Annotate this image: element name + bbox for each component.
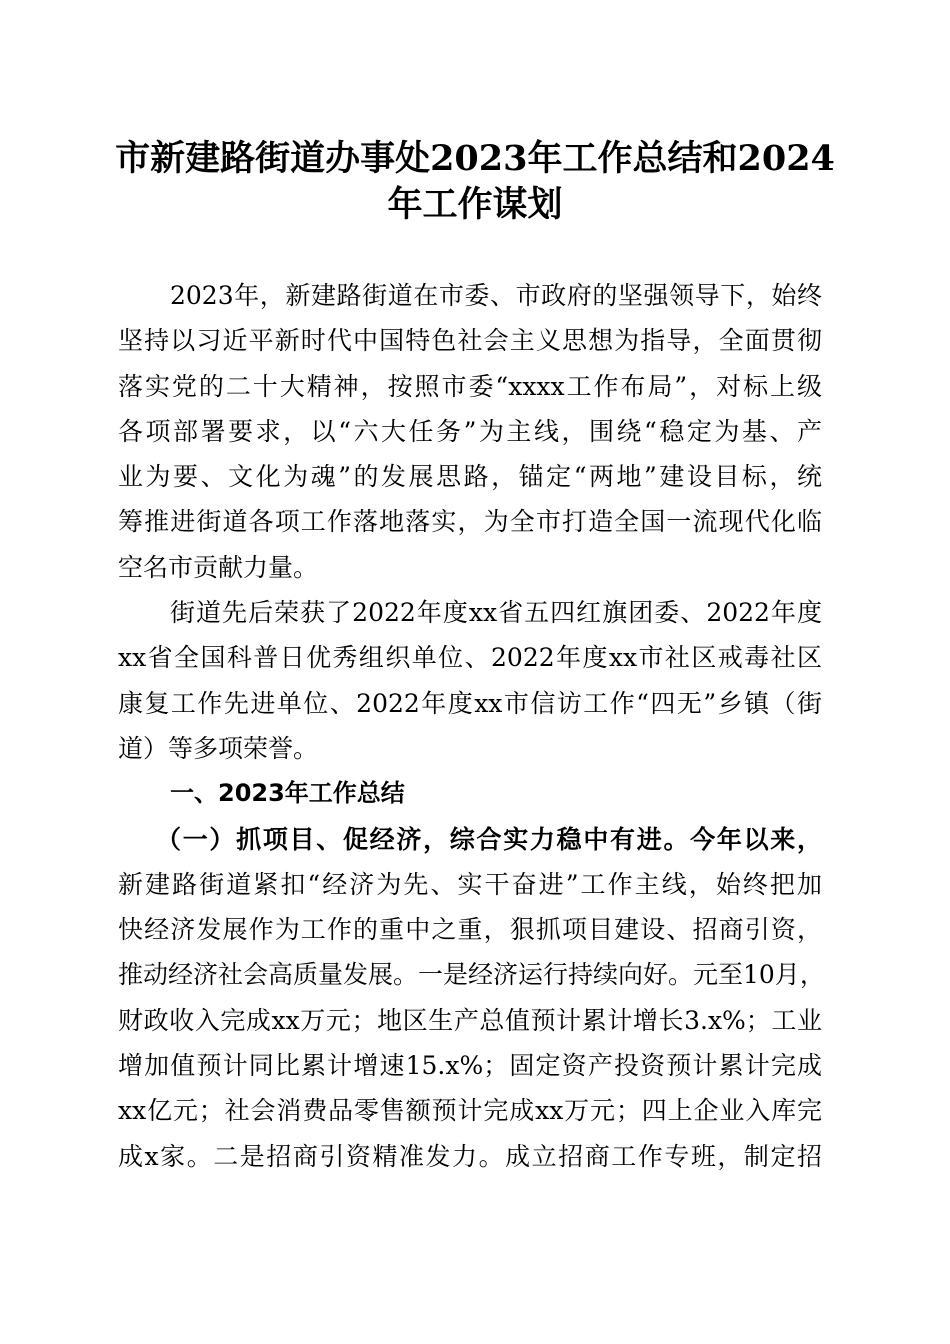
text-line: 落实党的二十大精神，按照市委“xxxx工作布局”，对标上级 (118, 371, 822, 401)
text-line: 2023年，新建路街道在市委、市政府的坚强领导下，始终 (170, 281, 822, 310)
text-line: 推动经济社会高质量发展。一是经济运行持续向好。元至10月， (118, 960, 825, 990)
section-heading: 一、2023年工作总结 (170, 779, 405, 808)
title-line-1: 市新建路街道办事处2023年工作总结和2024 (115, 138, 835, 179)
text-line: 成x家。二是招商引资精准发力。成立招商工作专班，制定招 (118, 1141, 822, 1171)
text-line: 业为要、文化为魂”的发展思路，锚定“两地”建设目标，统 (118, 462, 822, 492)
title-line-2: 年工作谋划 (387, 184, 563, 225)
text-line: 街道先后荣获了2022年度xx省五四红旗团委、2022年度 (170, 598, 822, 628)
paragraph-honors (118, 590, 822, 771)
paragraph-intro (118, 273, 822, 590)
text-line: 道）等多项荣誉。 (118, 733, 319, 763)
subsection-heading: （一）抓项目、促经济，综合实力稳中有进。今年以来， (156, 824, 822, 854)
text-line: 筹推进街道各项工作落地落实，为全市打造全国一流现代化临 (118, 507, 822, 537)
text-line: 空名市贡献力量。 (118, 552, 319, 582)
text-line: xx省全国科普日优秀组织单位、2022年度xx市社区戒毒社区 (118, 643, 822, 673)
text-line: 快经济发展作为工作的重中之重，狠抓项目建设、招商引资， (118, 915, 822, 945)
subsection-economy (118, 817, 825, 1179)
text-line: 康复工作先进单位、2022年度xx市信访工作“四无”乡镇（街 (118, 688, 822, 718)
text-line: 增加值预计同比累计增速15.x%；固定资产投资预计累计完成 (118, 1051, 822, 1081)
text-line: 坚持以习近平新时代中国特色社会主义思想为指导，全面贯彻 (118, 326, 822, 356)
text-line: 新建路街道紧扣“经济为先、实干奋进”工作主线，始终把加 (118, 869, 822, 899)
document-title (0, 136, 950, 228)
text-line: xx亿元；社会消费品零售额预计完成xx万元；四上企业入库完 (118, 1096, 822, 1126)
document-body (118, 273, 825, 1179)
text-line: 各项部署要求，以“六大任务”为主线，围绕“稳定为基、产 (118, 416, 822, 446)
text-line: 财政收入完成xx万元；地区生产总值预计累计增长3.x%；工业 (118, 1005, 822, 1035)
